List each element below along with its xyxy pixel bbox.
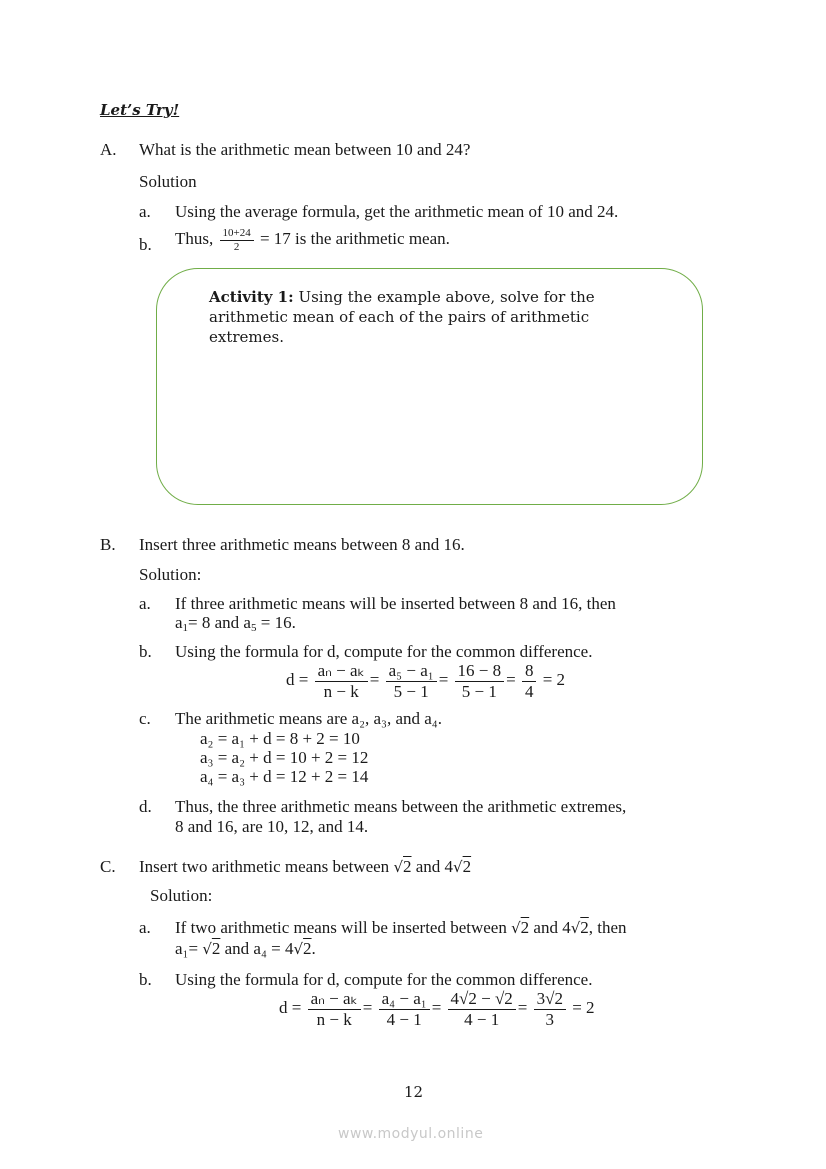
formula-result: = 2 <box>542 669 566 689</box>
d-equals: d = <box>279 997 302 1017</box>
radicand: 2 <box>211 939 221 958</box>
subscript: 5 <box>250 622 257 634</box>
item-text: and 4 <box>533 918 571 937</box>
item-text: If two arithmetic means will be inserted between <box>175 918 507 937</box>
section-b-item-d-letter: d. <box>139 797 152 816</box>
fraction-numerator: 10+24 <box>220 227 254 241</box>
fraction-denominator: 2 <box>233 240 240 253</box>
formula-fraction <box>522 661 537 701</box>
fraction-denominator: 3 <box>545 1009 555 1029</box>
section-b-item-a-letter: a. <box>139 594 151 613</box>
fraction-denominator: 5 − 1 <box>393 681 429 701</box>
sqrt-icon: √ <box>453 858 463 876</box>
section-b-letter: B. <box>100 535 116 554</box>
formula-fraction <box>534 989 566 1029</box>
formula-fraction <box>315 661 368 701</box>
section-c-solution-label: Solution: <box>150 886 213 905</box>
thus-label: Thus, <box>175 229 214 249</box>
sqrt-icon: √ <box>202 940 212 958</box>
fraction-numerator: a₅ − a₁ <box>386 661 437 682</box>
formula-fraction <box>379 989 430 1029</box>
section-a-letter: A. <box>100 140 117 159</box>
page-number: 12 <box>404 1083 424 1101</box>
section-a-item-a-letter: a. <box>139 202 151 221</box>
radicand: 2 <box>520 918 530 937</box>
section-b-item-d-line2: 8 and 16, are 10, 12, and 14. <box>175 817 369 836</box>
section-b-solution-label: Solution: <box>139 565 202 584</box>
section-b-item-a-line2 <box>175 613 296 634</box>
activity-instructions: Using the example above, solve for the arithmetic mean of each of the pairs of arithmetic extremes. <box>209 288 595 346</box>
sqrt-icon: √ <box>511 919 521 937</box>
section-c-item-b-letter: b. <box>139 970 152 989</box>
section-c-item-a-letter: a. <box>139 918 151 937</box>
question-text: and 4 <box>415 857 454 876</box>
section-b-item-c-text: The arithmetic means are a₂, a₃, and a₄. <box>175 709 442 728</box>
fraction-denominator: 5 − 1 <box>461 681 497 701</box>
formula-fraction <box>308 989 361 1029</box>
section-a-item-b <box>175 227 450 253</box>
activity-box <box>156 268 703 505</box>
question-text: Insert two arithmetic means between <box>139 857 390 876</box>
radicand: 2 <box>403 857 412 876</box>
section-a-question: What is the arithmetic mean between 10 and 24? <box>139 140 471 159</box>
mean-calc-line: a₄ = a₃ + d = 12 + 2 = 14 <box>200 767 369 786</box>
item-text: and a₄ = 4 <box>224 939 294 958</box>
radicand: 2 <box>580 918 589 937</box>
formula-result: = 2 <box>572 997 595 1017</box>
formula-fraction <box>386 661 437 701</box>
radicand: 2 <box>303 939 312 958</box>
section-c-letter: C. <box>100 857 116 876</box>
section-b-item-b-text: Using the formula for d, compute for the common difference. <box>175 642 593 661</box>
mean-calc-line: a₃ = a₂ + d = 10 + 2 = 12 <box>200 748 369 767</box>
fraction-denominator: n − k <box>316 1009 352 1029</box>
section-c-item-a-line1 <box>175 918 627 938</box>
section-b-item-d-line1: Thus, the three arithmetic means between the arithmetic extremes, <box>175 797 627 816</box>
item-text: a₁= <box>175 939 199 958</box>
section-c-item-a-line2 <box>175 939 316 959</box>
section-a-item-b-letter: b. <box>139 235 152 254</box>
fraction-denominator: 4 <box>524 681 534 701</box>
mean-calc-line: a₂ = a₁ + d = 8 + 2 = 10 <box>200 729 360 748</box>
sqrt-icon: √ <box>293 940 304 958</box>
fraction-numerator: 16 − 8 <box>455 661 505 682</box>
section-c-d-formula: d = $\frac{\text{aₙ − aₖ}}{n - k}$ = $\frac{\text{a₄ − a₁}}{4 - 1}$ = $\frac{4√2 - √2}{4 - 1}$ = $\frac{3√2}{3}$ = 2 <box>279 989 595 1029</box>
term-text: = 8 and a <box>188 613 251 632</box>
sqrt-icon: √ <box>570 919 581 937</box>
watermark: www.modyul.online <box>338 1126 484 1142</box>
term-text: = 16. <box>256 613 296 632</box>
section-c-question <box>139 857 471 877</box>
activity-text <box>209 287 649 347</box>
section-heading: Let’s Try! <box>100 101 180 119</box>
fraction-numerator: aₙ − aₖ <box>308 989 361 1010</box>
item-text: , then <box>588 918 627 937</box>
fraction-numerator: 3√2 <box>534 989 566 1010</box>
section-b-item-a-line1: If three arithmetic means will be inserted between 8 and 16, then <box>175 594 616 613</box>
fraction-numerator: a₄ − a₁ <box>379 989 430 1010</box>
section-b-question: Insert three arithmetic means between 8 and 16. <box>139 535 465 554</box>
fraction-numerator: 4√2 − √2 <box>448 989 516 1010</box>
subscript: 1 <box>182 622 189 634</box>
item-text: . <box>311 939 316 958</box>
fraction-denominator: 4 − 1 <box>386 1009 422 1029</box>
section-a-item-a-text: Using the average formula, get the arithmetic mean of 10 and 24. <box>175 202 619 221</box>
formula-fraction <box>455 661 505 701</box>
section-a-solution-label: Solution <box>139 172 197 191</box>
section-c-item-b-text: Using the formula for d, compute for the common difference. <box>175 970 593 989</box>
fraction-denominator: n − k <box>323 681 359 701</box>
fraction-numerator: aₙ − aₖ <box>315 661 368 682</box>
activity-label: Activity 1: <box>209 288 294 306</box>
radicand: 2 <box>462 857 472 876</box>
mean-result: = 17 is the arithmetic mean. <box>259 229 450 249</box>
sqrt-icon: √ <box>393 858 403 876</box>
fraction-numerator: 8 <box>522 661 537 682</box>
fraction-denominator: 4 − 1 <box>464 1009 500 1029</box>
d-equals: d = <box>286 669 309 689</box>
section-b-item-b-letter: b. <box>139 642 152 661</box>
term-a: a <box>175 613 183 632</box>
section-b-item-c-letter: c. <box>139 709 151 728</box>
formula-fraction <box>448 989 516 1029</box>
section-b-d-formula: d = $\frac{\text{aₙ − aₖ}}{n - k}$ = $\frac{\text{a₅ − a₁}}{5 - 1}$ = $\frac{16 - 8}{5 - 1}$ = $\frac{8}{4}$ = 2 <box>286 661 566 701</box>
mean-fraction <box>220 227 254 253</box>
